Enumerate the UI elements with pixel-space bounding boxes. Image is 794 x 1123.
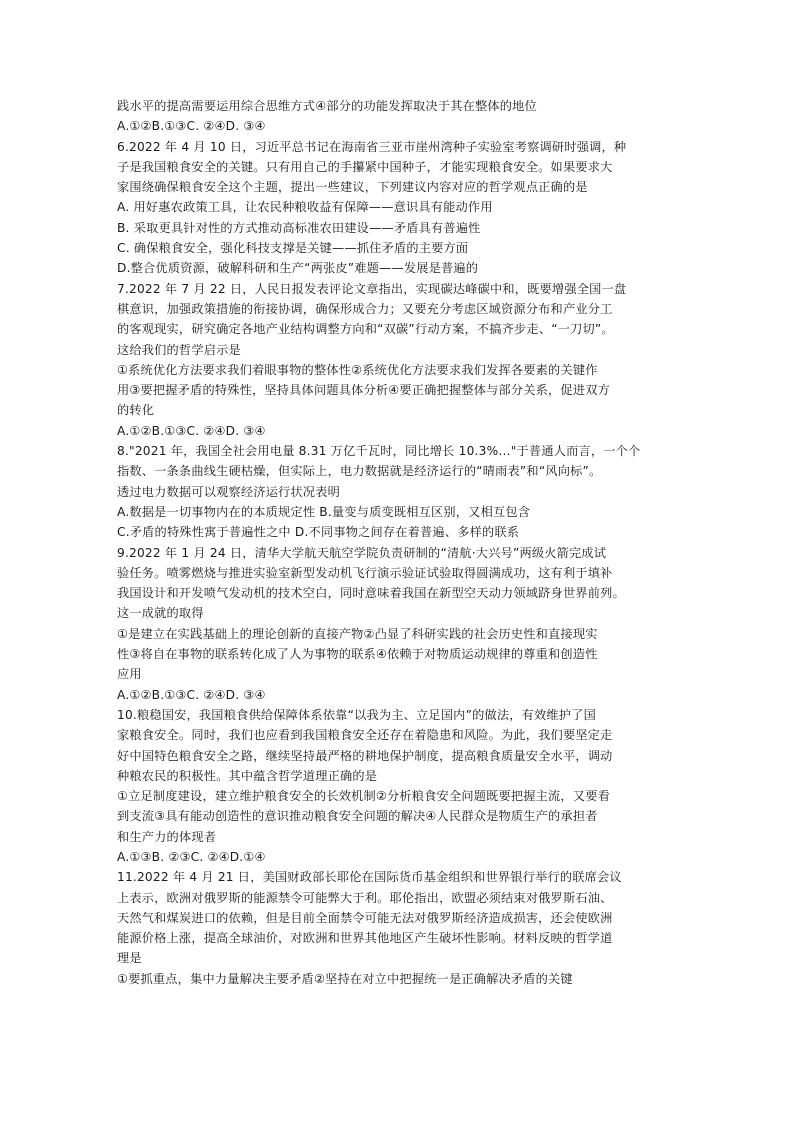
text-line: 用③要把握矛盾的特殊性，坚持具体问题具体分析④要正确把握整体与部分关系，促进双方 xyxy=(117,383,610,398)
text-line: 棋意识，加强政策措施的衔接协调，确保形成合力；又要充分考虑区域资源分布和产业分工 xyxy=(117,301,613,316)
text-line: 应用 xyxy=(117,667,142,682)
text-line: 的转化 xyxy=(117,403,155,418)
text-line: 的客观现实，研究确定各地产业结构调整方向和“双碳”行动方案，不搞齐步走、“一刀切”。 xyxy=(117,322,614,337)
text-line: 9.2022 年 1 月 24 日，清华大学航天航空学院负责研制的“清航·大兴号”两级火箭完成试 xyxy=(117,545,607,560)
text-line: 上表示，欧洲对俄罗斯的能源禁令可能弊大于利。耶伦指出，欧盟必须结束对俄罗斯石油、 xyxy=(117,890,613,905)
text-line: A.①③B. ②③C. ②④D.①④ xyxy=(117,849,266,864)
text-line: A.①②B.①③C. ②④D. ③④ xyxy=(117,119,266,134)
text-line: ①是建立在实践基础上的理论创新的直接产物②凸显了科研实践的社会历史性和直接现实 xyxy=(117,626,598,641)
text-line: ①立足制度建设，建立维护粮食安全的长效机制②分析粮食安全问题既要把握主流，又要看 xyxy=(117,789,610,804)
text-line: A. 用好惠农政策工具，让农民种粮收益有保障——意识具有能动作用 xyxy=(117,200,493,215)
text-line: A.数据是一切事物内在的本质规定性 B.量变与质变既相互区别，又相互包含 xyxy=(117,504,531,519)
text-line: ①要抓重点，集中力量解决主要矛盾②坚持在对立中把握统一是正确解决矛盾的关键 xyxy=(117,971,573,986)
text-line: 和生产力的体现者 xyxy=(117,829,217,844)
text-line: 子是我国粮食安全的关键。只有用自己的手攥紧中国种子，才能实现粮食安全。如果要求大 xyxy=(117,159,613,174)
document-page xyxy=(117,96,697,989)
text-line: 能源价格上涨，提高全球油价，对欧洲和世界其他地区产生破坏性影响。材料反映的哲学道 xyxy=(117,931,613,946)
text-line: 家围绕确保粮食安全这个主题，提出一些建议，下列建议内容对应的哲学观点正确的是 xyxy=(117,180,588,195)
text-line: 理是 xyxy=(117,951,142,966)
text-line: 11.2022 年 4 月 21 日，美国财政部长耶伦在国际货币基金组织和世界银行举行的联席会议 xyxy=(117,870,622,885)
text-line: 这给我们的哲学启示是 xyxy=(117,342,241,357)
text-line: B. 采取更具针对性的方式推动高标准农田建设——矛盾具有普遍性 xyxy=(117,220,481,235)
text-line: 性③将自在事物的联系转化成了人为事物的联系④依赖于对物质运动规律的尊重和创造性 xyxy=(117,647,598,662)
text-line: 种粮农民的积极性。其中蕴含哲学道理正确的是 xyxy=(117,768,378,783)
text-line: 家粮食安全。同时，我们也应看到我国粮食安全还存在着隐患和风险。为此，我们要坚定走 xyxy=(117,728,613,743)
text-line: C. 确保粮食安全，强化科技支撑是关键——抓住矛盾的主要方面 xyxy=(117,241,469,256)
text-line: 天然气和煤炭进口的依赖，但是目前全面禁令可能无法对俄罗斯经济造成损害，还会使欧洲 xyxy=(117,910,613,925)
text-line: C.矛盾的特殊性寓于普遍性之中 D.不同事物之间存在着普遍、多样的联系 xyxy=(117,525,520,540)
text-line: 10.粮稳国安，我国粮食供给保障体系依靠“以我为主、立足国内”的做法，有效维护了国 xyxy=(117,707,596,722)
text-line: 指数、一条条曲线生硬枯燥，但实际上，电力数据就是经济运行的“晴雨表”和“风向标”。 xyxy=(117,464,602,479)
text-line: A.①②B.①③C. ②④D. ③④ xyxy=(117,423,266,438)
text-line: 践水平的提高需要运用综合思维方式④部分的功能发挥取决于其在整体的地位 xyxy=(117,99,537,113)
text-line: 验任务。喷雾燃烧与推进实验室新型发动机飞行演示验证试验取得圆满成功，这有利于填补 xyxy=(117,565,613,580)
text-line: 好中国特色粮食安全之路，继续坚持最严格的耕地保护制度，提高粮食质量安全水平，调动 xyxy=(117,748,613,763)
text-line: A.①②B.①③C. ②④D. ③④ xyxy=(117,687,266,702)
text-line: D.整合优质资源，破解科研和生产“两张皮”难题——发展是普遍的 xyxy=(117,261,479,276)
text-line: 到支流③具有能动创造性的意识推动粮食安全问题的解决④人民群众是物质生产的承担者 xyxy=(117,809,598,824)
text-line: 我国设计和开发喷气发动机的技术空白，同时意味着我国在新型空天动力领域跻身世界前列。 xyxy=(117,586,625,601)
text-line: 透过电力数据可以观察经济运行状况表明 xyxy=(117,484,340,499)
text-line: ①系统优化方法要求我们着眼事物的整体性②系统优化方法要求我们发挥各要素的关键作 xyxy=(117,362,598,377)
text-line: 7.2022 年 7 月 22 日，人民日报发表评论文章指出，实现碳达峰碳中和，既要增强全国一盘 xyxy=(117,281,627,296)
text-line: 8."2021 年，我国全社会用电量 8.31 万亿千瓦时，同比增长 10.3%…"于普通人而言，一个个 xyxy=(117,444,641,459)
text-line: 6.2022 年 4 月 10 日，习近平总书记在海南省三亚市崖州湾种子实验室考察调研时强调，种 xyxy=(117,139,627,154)
text-line: 这一成就的取得 xyxy=(117,606,204,621)
